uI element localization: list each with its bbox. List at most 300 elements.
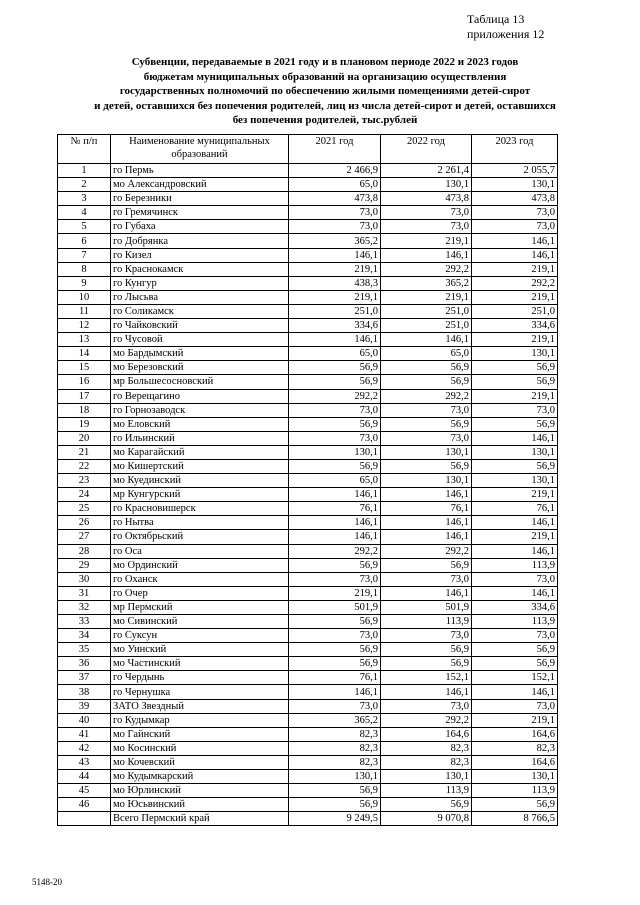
table-header-row [58, 135, 558, 164]
col-number-header: № п/п [58, 135, 111, 164]
row-number: 4 [58, 206, 111, 220]
row-number: 41 [58, 727, 111, 741]
value-2021: 82,3 [289, 727, 381, 741]
value-2022: 146,1 [381, 516, 472, 530]
value-2022: 292,2 [381, 713, 472, 727]
value-2022: 2 261,4 [381, 164, 472, 178]
municipality-name: го Горнозаводск [111, 403, 289, 417]
value-2021: 73,0 [289, 431, 381, 445]
value-2023: 219,1 [472, 488, 558, 502]
value-2022: 146,1 [381, 586, 472, 600]
value-2021: 73,0 [289, 220, 381, 234]
value-2023: 164,6 [472, 727, 558, 741]
row-number: 13 [58, 333, 111, 347]
document-code: 5148-20 [32, 877, 62, 887]
row-number: 3 [58, 192, 111, 206]
table-row [58, 544, 558, 558]
municipality-name: го Оса [111, 544, 289, 558]
table-row [58, 502, 558, 516]
row-number: 28 [58, 544, 111, 558]
value-2021: 56,9 [289, 615, 381, 629]
value-2022: 219,1 [381, 234, 472, 248]
row-number: 10 [58, 290, 111, 304]
row-number: 2 [58, 178, 111, 192]
municipality-name: го Краснокамск [111, 262, 289, 276]
value-2021: 56,9 [289, 417, 381, 431]
municipality-name: мо Кудымкарский [111, 770, 289, 784]
municipality-name: го Чусовой [111, 333, 289, 347]
value-2021: 2 466,9 [289, 164, 381, 178]
value-2021: 73,0 [289, 629, 381, 643]
table-row [58, 192, 558, 206]
table-caption [467, 12, 544, 42]
municipality-name: мо Юсьвинский [111, 798, 289, 812]
municipality-name: го Нытва [111, 516, 289, 530]
municipality-name: мо Еловский [111, 417, 289, 431]
table-row [58, 459, 558, 473]
row-number: 26 [58, 516, 111, 530]
table-row [58, 572, 558, 586]
value-2022: 251,0 [381, 319, 472, 333]
total-row [58, 812, 558, 826]
value-2022: 146,1 [381, 333, 472, 347]
value-2023: 56,9 [472, 375, 558, 389]
value-2022: 501,9 [381, 600, 472, 614]
value-2021: 292,2 [289, 544, 381, 558]
table-row [58, 361, 558, 375]
municipality-name: го Березники [111, 192, 289, 206]
municipality-name: го Очер [111, 586, 289, 600]
table-row [58, 417, 558, 431]
value-2021: 146,1 [289, 685, 381, 699]
value-2021: 146,1 [289, 333, 381, 347]
value-2021: 219,1 [289, 586, 381, 600]
value-2023: 56,9 [472, 798, 558, 812]
municipality-name: мо Ординский [111, 558, 289, 572]
value-2021: 56,9 [289, 361, 381, 375]
value-2023: 56,9 [472, 643, 558, 657]
value-2023: 73,0 [472, 220, 558, 234]
value-2023: 56,9 [472, 657, 558, 671]
row-number: 44 [58, 770, 111, 784]
municipality-name: мо Карагайский [111, 445, 289, 459]
row-number: 29 [58, 558, 111, 572]
value-2023: 73,0 [472, 699, 558, 713]
row-number: 40 [58, 713, 111, 727]
table-row [58, 333, 558, 347]
value-2021: 251,0 [289, 304, 381, 318]
value-2022: 146,1 [381, 530, 472, 544]
value-2021: 365,2 [289, 234, 381, 248]
row-number: 34 [58, 629, 111, 643]
value-2021: 501,9 [289, 600, 381, 614]
value-2022: 73,0 [381, 431, 472, 445]
table-row [58, 248, 558, 262]
row-number: 14 [58, 347, 111, 361]
row-number: 21 [58, 445, 111, 459]
value-2023: 130,1 [472, 178, 558, 192]
row-number: 38 [58, 685, 111, 699]
value-2022: 73,0 [381, 220, 472, 234]
municipality-name: мо Юрлинский [111, 784, 289, 798]
row-number: 11 [58, 304, 111, 318]
municipality-name: мо Куединский [111, 474, 289, 488]
table-row [58, 290, 558, 304]
value-2022: 56,9 [381, 657, 472, 671]
row-number: 42 [58, 741, 111, 755]
value-2023: 56,9 [472, 459, 558, 473]
value-2021: 292,2 [289, 389, 381, 403]
municipality-name: мо Сивинский [111, 615, 289, 629]
table-row [58, 784, 558, 798]
table-row [58, 657, 558, 671]
value-2022: 146,1 [381, 248, 472, 262]
value-2023: 146,1 [472, 248, 558, 262]
table-row [58, 586, 558, 600]
title-line: Субвенции, передаваемые в 2021 году и в плановом периоде 2022 и 2023 годов [131, 56, 519, 68]
value-2022: 164,6 [381, 727, 472, 741]
row-number: 36 [58, 657, 111, 671]
value-2023: 130,1 [472, 347, 558, 361]
table-row [58, 234, 558, 248]
title-line: без попечения родителей, тыс.рублей [232, 114, 418, 126]
value-2022: 365,2 [381, 276, 472, 290]
value-2022: 73,0 [381, 572, 472, 586]
value-2021: 56,9 [289, 558, 381, 572]
value-2023: 113,9 [472, 558, 558, 572]
row-number: 18 [58, 403, 111, 417]
row-number: 6 [58, 234, 111, 248]
row-number: 43 [58, 755, 111, 769]
table-row [58, 558, 558, 572]
table-row [58, 727, 558, 741]
municipality-name: мр Большесосновский [111, 375, 289, 389]
municipality-name: мр Кунгурский [111, 488, 289, 502]
value-2022: 65,0 [381, 347, 472, 361]
table-row [58, 262, 558, 276]
row-number: 5 [58, 220, 111, 234]
table-row [58, 164, 558, 178]
value-2022: 76,1 [381, 502, 472, 516]
value-2021: 146,1 [289, 248, 381, 262]
title-line: бюджетам муниципальных образований на организацию осуществления [143, 70, 507, 83]
municipality-name: го Кудымкар [111, 713, 289, 727]
row-number: 15 [58, 361, 111, 375]
value-2022: 251,0 [381, 304, 472, 318]
value-2022: 73,0 [381, 629, 472, 643]
value-2023: 334,6 [472, 600, 558, 614]
value-2021: 219,1 [289, 290, 381, 304]
municipality-name: мо Кишертский [111, 459, 289, 473]
total-value-2023: 8 766,5 [472, 812, 558, 826]
table-number: Таблица 13 [467, 12, 525, 26]
value-2021: 76,1 [289, 502, 381, 516]
value-2021: 56,9 [289, 657, 381, 671]
value-2022: 73,0 [381, 206, 472, 220]
row-number: 7 [58, 248, 111, 262]
municipality-name: го Оханск [111, 572, 289, 586]
value-2022: 82,3 [381, 741, 472, 755]
value-2021: 73,0 [289, 206, 381, 220]
value-2022: 56,9 [381, 558, 472, 572]
value-2021: 219,1 [289, 262, 381, 276]
total-number [58, 812, 111, 826]
row-number: 46 [58, 798, 111, 812]
value-2021: 73,0 [289, 572, 381, 586]
subsidy-table [57, 134, 558, 826]
municipality-name: мо Косинский [111, 741, 289, 755]
municipality-name: го Лысьва [111, 290, 289, 304]
appendix-number: приложения 12 [467, 27, 545, 41]
value-2021: 65,0 [289, 474, 381, 488]
row-number: 1 [58, 164, 111, 178]
table-body [58, 164, 558, 826]
value-2023: 130,1 [472, 445, 558, 459]
value-2023: 219,1 [472, 713, 558, 727]
value-2023: 146,1 [472, 544, 558, 558]
value-2022: 56,9 [381, 459, 472, 473]
value-2023: 113,9 [472, 615, 558, 629]
row-number: 45 [58, 784, 111, 798]
municipality-name: го Гремячинск [111, 206, 289, 220]
value-2021: 146,1 [289, 516, 381, 530]
municipality-name: го Пермь [111, 164, 289, 178]
value-2022: 113,9 [381, 615, 472, 629]
value-2023: 146,1 [472, 516, 558, 530]
row-number: 22 [58, 459, 111, 473]
table-row [58, 629, 558, 643]
row-number: 39 [58, 699, 111, 713]
municipality-name: го Соликамск [111, 304, 289, 318]
municipality-name: мо Березовский [111, 361, 289, 375]
value-2023: 76,1 [472, 502, 558, 516]
value-2021: 65,0 [289, 178, 381, 192]
row-number: 24 [58, 488, 111, 502]
value-2022: 219,1 [381, 290, 472, 304]
value-2022: 73,0 [381, 699, 472, 713]
value-2023: 56,9 [472, 361, 558, 375]
table-row [58, 206, 558, 220]
value-2023: 130,1 [472, 770, 558, 784]
value-2022: 146,1 [381, 685, 472, 699]
value-2022: 73,0 [381, 403, 472, 417]
municipality-name: го Верещагино [111, 389, 289, 403]
value-2023: 146,1 [472, 431, 558, 445]
municipality-name: мо Гайнский [111, 727, 289, 741]
table-row [58, 474, 558, 488]
municipality-name: го Кизел [111, 248, 289, 262]
value-2021: 73,0 [289, 403, 381, 417]
municipality-name: го Красновишерск [111, 502, 289, 516]
row-number: 19 [58, 417, 111, 431]
municipality-name: го Чердынь [111, 671, 289, 685]
row-number: 23 [58, 474, 111, 488]
table-row [58, 755, 558, 769]
municipality-name: мо Александровский [111, 178, 289, 192]
value-2023: 113,9 [472, 784, 558, 798]
value-2023: 219,1 [472, 290, 558, 304]
row-number: 31 [58, 586, 111, 600]
value-2023: 219,1 [472, 389, 558, 403]
row-number: 16 [58, 375, 111, 389]
value-2023: 292,2 [472, 276, 558, 290]
table-row [58, 304, 558, 318]
row-number: 17 [58, 389, 111, 403]
value-2022: 292,2 [381, 389, 472, 403]
value-2023: 73,0 [472, 206, 558, 220]
total-value-2022: 9 070,8 [381, 812, 472, 826]
value-2021: 82,3 [289, 755, 381, 769]
value-2023: 219,1 [472, 530, 558, 544]
row-number: 37 [58, 671, 111, 685]
value-2021: 365,2 [289, 713, 381, 727]
value-2021: 438,3 [289, 276, 381, 290]
table-row [58, 798, 558, 812]
table-row [58, 741, 558, 755]
table-row [58, 516, 558, 530]
value-2023: 146,1 [472, 234, 558, 248]
value-2021: 76,1 [289, 671, 381, 685]
col-name-header: Наименование муниципальных образований [111, 135, 289, 164]
value-2022: 292,2 [381, 262, 472, 276]
municipality-name: го Чернушка [111, 685, 289, 699]
value-2022: 130,1 [381, 474, 472, 488]
table-row [58, 431, 558, 445]
table-row [58, 347, 558, 361]
municipality-name: ЗАТО Звездный [111, 699, 289, 713]
value-2022: 56,9 [381, 798, 472, 812]
value-2021: 56,9 [289, 643, 381, 657]
title-line: государственных полномочий по обеспечению жилыми помещениями детей-сирот [119, 85, 531, 97]
municipality-name: го Октябрьский [111, 530, 289, 544]
value-2022: 152,1 [381, 671, 472, 685]
value-2021: 56,9 [289, 459, 381, 473]
value-2023: 219,1 [472, 333, 558, 347]
value-2023: 152,1 [472, 671, 558, 685]
table-row [58, 643, 558, 657]
value-2022: 56,9 [381, 375, 472, 389]
table-row [58, 685, 558, 699]
municipality-name: мо Частинский [111, 657, 289, 671]
value-2023: 2 055,7 [472, 164, 558, 178]
value-2021: 65,0 [289, 347, 381, 361]
value-2023: 473,8 [472, 192, 558, 206]
table-row [58, 276, 558, 290]
value-2023: 130,1 [472, 474, 558, 488]
value-2021: 82,3 [289, 741, 381, 755]
value-2023: 73,0 [472, 403, 558, 417]
value-2022: 56,9 [381, 361, 472, 375]
value-2022: 473,8 [381, 192, 472, 206]
total-value-2021: 9 249,5 [289, 812, 381, 826]
table-row [58, 600, 558, 614]
row-number: 35 [58, 643, 111, 657]
value-2022: 130,1 [381, 178, 472, 192]
col-2021-header: 2021 год [289, 135, 381, 164]
row-number: 8 [58, 262, 111, 276]
value-2023: 146,1 [472, 685, 558, 699]
table-row [58, 671, 558, 685]
table-row [58, 445, 558, 459]
municipality-name: мо Бардымский [111, 347, 289, 361]
total-label: Всего Пермский край [111, 812, 289, 826]
value-2023: 73,0 [472, 572, 558, 586]
value-2022: 56,9 [381, 643, 472, 657]
value-2022: 146,1 [381, 488, 472, 502]
table-row [58, 389, 558, 403]
municipality-name: мр Пермский [111, 600, 289, 614]
value-2021: 130,1 [289, 770, 381, 784]
table-row [58, 488, 558, 502]
value-2021: 146,1 [289, 488, 381, 502]
value-2021: 56,9 [289, 798, 381, 812]
value-2022: 113,9 [381, 784, 472, 798]
row-number: 9 [58, 276, 111, 290]
value-2022: 292,2 [381, 544, 472, 558]
document-title [40, 55, 610, 128]
table-row [58, 220, 558, 234]
value-2022: 130,1 [381, 445, 472, 459]
value-2021: 473,8 [289, 192, 381, 206]
municipality-name: го Ильинский [111, 431, 289, 445]
municipality-name: мо Кочевский [111, 755, 289, 769]
col-2022-header: 2022 год [381, 135, 472, 164]
municipality-name: го Чайковский [111, 319, 289, 333]
table-row [58, 319, 558, 333]
municipality-name: го Суксун [111, 629, 289, 643]
value-2023: 73,0 [472, 629, 558, 643]
row-number: 33 [58, 615, 111, 629]
value-2021: 56,9 [289, 375, 381, 389]
value-2023: 219,1 [472, 262, 558, 276]
row-number: 20 [58, 431, 111, 445]
row-number: 30 [58, 572, 111, 586]
value-2021: 56,9 [289, 784, 381, 798]
value-2022: 56,9 [381, 417, 472, 431]
table-row [58, 530, 558, 544]
value-2021: 146,1 [289, 530, 381, 544]
value-2021: 130,1 [289, 445, 381, 459]
municipality-name: мо Уинский [111, 643, 289, 657]
title-line: и детей, оставшихся без попечения родителей, лиц из числа детей-сирот и детей, оставшихся [94, 99, 556, 112]
value-2023: 251,0 [472, 304, 558, 318]
table-row [58, 615, 558, 629]
table-row [58, 403, 558, 417]
table-row [58, 770, 558, 784]
table-row [58, 178, 558, 192]
col-2023-header: 2023 год [472, 135, 558, 164]
value-2023: 146,1 [472, 586, 558, 600]
row-number: 12 [58, 319, 111, 333]
value-2021: 334,6 [289, 319, 381, 333]
value-2023: 334,6 [472, 319, 558, 333]
row-number: 27 [58, 530, 111, 544]
table-row [58, 699, 558, 713]
value-2023: 164,6 [472, 755, 558, 769]
value-2023: 82,3 [472, 741, 558, 755]
row-number: 32 [58, 600, 111, 614]
value-2022: 82,3 [381, 755, 472, 769]
table-row [58, 713, 558, 727]
value-2022: 130,1 [381, 770, 472, 784]
municipality-name: го Губаха [111, 220, 289, 234]
municipality-name: го Добрянка [111, 234, 289, 248]
row-number: 25 [58, 502, 111, 516]
value-2021: 73,0 [289, 699, 381, 713]
municipality-name: го Кунгур [111, 276, 289, 290]
value-2023: 56,9 [472, 417, 558, 431]
table-row [58, 375, 558, 389]
